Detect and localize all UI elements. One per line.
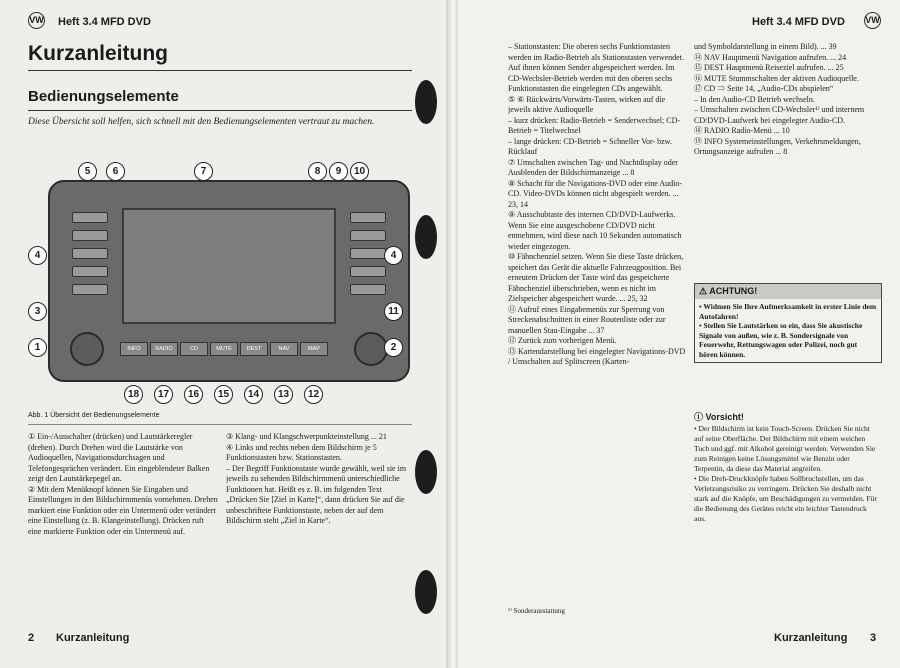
function-button [72,284,108,295]
function-button [350,266,386,277]
binding-hole [415,80,437,124]
callout: 17 [154,385,173,404]
callout: 11 [384,302,403,321]
caution-icon: ⓘ [694,412,706,422]
map-button-label: MAP [300,342,328,356]
page-title: Kurzanleitung [28,42,168,65]
warning-box [694,283,882,363]
left-page-number: 2 [28,632,35,644]
caution-text: • Der Bildschirm ist kein Touch-Screen. Drücken Sie nicht auf seine Oberfläche. Der Bildschirm mit einem weichen Tuch und ggf. mit Alkohol gereinigt werden. Verwenden Sie zum Reinigen keine Lösungsmittel wie Benzin oder Terpentin, da diese das Material angreifen. • Die Dreh-Druckknöpfe haben Sollbruchstellen, um das Verletzungsrisiko zu verringern. Drücken Sie deshalb nicht stark auf die Knöpfe, um Beschädigungen zu vermeiden. Für die Bedienung des Gerätes reicht ein leichter Tastendruck aus. [694,424,877,523]
callout: 2 [384,338,403,357]
warning-title [695,284,881,299]
menu-knob [354,332,388,366]
function-button [72,230,108,241]
footnote: ¹⁾ Sonderausstattung [508,607,565,615]
section-title: Bedienungselemente [28,88,179,105]
left-footer-title: Kurzanleitung [56,632,130,644]
function-button [350,230,386,241]
function-button [72,266,108,277]
callout: 3 [28,302,47,321]
binding-hole [415,215,437,259]
callout: 6 [106,162,125,181]
left-header: Heft 3.4 MFD DVD [58,16,151,28]
caution-title: Vorsicht! [705,412,744,422]
vw-logo-icon: VW [28,12,45,29]
binding-hole [415,450,437,494]
warning-text: • Widmen Sie Ihre Aufmerksamkeit in erster Linie dem Autofahren! • Stellen Sie Lautstärken so ein, dass Sie akustische Signale von außen, wie z. B. Sondersignale von Feuerwehr, Rettungswagen oder Polizei, noch gut hören können. [699,302,877,359]
mute-button-label: MUTE [210,342,238,356]
callout: 18 [124,385,143,404]
left-column-2: ③ Klang- und Klangschwerpunkteinstellung ... 21 ④ Links und rechts neben dem Bildschirm je 5 Funktionstasten bzw. Stationstasten. – Der Begriff Funktionstaste wurde gewählt, weil sie im jeweils zu sehenden Bildschirmmenü unterschiedliche Funktionen hat. Heißt es z. B. im folgenden Text „Drücken Sie [Ziel in Karte]“, dann drücken Sie auf die unbeschriftete Funktionstaste, neben der auf dem Bildschirm steht „Ziel in Karte“. [226,432,407,525]
caution-heading [694,410,744,423]
right-column-2: und Symboldarstellung in einem Bild). ... 39 ⑭ NAV Hauptmenü Navigation aufrufen. ... 24 ⑮ DEST Hauptmenü Reiseziel aufrufen. ... 25 ⑯ MUTE Stummschalten der aktiven Audioquelle. ⑰ CD ⇒ Seite 14, „Audio-CDs abspielen“ – In den Audio-CD Betrieb wechseln. – Umschalten zwischen CD-Wechsler¹⁾ und internem CD/DVD-Laufwerk bei eingelegter Audio-CD. ⑱ RADIO Radio-Menü ... 10 ⑲ INFO Systemeinstellungen, Verkehrsmeldungen, Ortungsanzeige aufrufen ... 8 [694,42,865,156]
book-spine [446,0,458,668]
callout: 16 [184,385,203,404]
callout: 12 [304,385,323,404]
callout: 9 [329,162,348,181]
vw-logo-icon: VW [864,12,881,29]
callout: 7 [194,162,213,181]
warning-triangle-icon: ⚠ [699,286,710,296]
callout: 5 [78,162,97,181]
radio-screen [122,208,336,324]
function-button [72,212,108,223]
warning-title-text: ACHTUNG! [709,286,758,296]
callout: 13 [274,385,293,404]
function-button [350,248,386,259]
info-button-label: INFO [120,342,148,356]
callout: 4 [384,246,403,265]
function-button [72,248,108,259]
volume-knob [70,332,104,366]
right-footer-title: Kurzanleitung [774,632,848,644]
nav-button-label: NAV [270,342,298,356]
radio-unit-illustration [48,180,410,382]
callout: 14 [244,385,263,404]
right-column-1: – Stationstasten: Die oberen sechs Funktionstasten werden im Radio-Betrieb als Stationstasten verwendet. Auf ihnen können Sender abgespeichert werden. Im CD-Wechsler-Betrieb werden mit den oberen sechs Funktionstasten die eingelegten CDs angewählt. ⑤ ⑥ Rückwärts/Vorwärts-Tasten, wirken auf die jeweils aktive Audioquelle – kurz drücken: Radio-Betrieb = Senderwechsel; CD-Betrieb = Titelwechsel – lange drücken: CD-Betrieb = Schneller Vor- bzw. Rücklauf ⑦ Umschalten zwischen Tag- und Nachtdisplay oder Ausblenden der Bildschirmanzeige ... 8 ⑧ Schacht für die Navigations-DVD oder eine Audio-CD. Video-DVDs können nicht abgespielt werden. ... 23, 14 ⑨ Ausschubtaste des internen CD/DVD-Laufwerks. Wenn Sie eine ausgeschobene CD/DVD nicht entnehmen, wird diese nach 10 Sekunden automatisch wieder eingezogen. ⑩ Fähnchenziel setzen. Wenn Sie diese Taste drücken, speichert das Gerät die aktuelle Fahrzeugposition. Bei erneutem Drücken der Taste wird das gespeicherte Fähnchenziel überschrieben, wenn es nicht im Zielspeicher abgespeichert wurde. ... 25, 32 ⑪ Aufruf eines Eingabemenüs zur Sperrung von Streckenabschnitten in einer Routenliste oder zur manuellen Stau-Eingabe ... 37 ⑫ Zurück zum vorherigen Menü. ⑬ Kartendarstellung bei eingelegter Navigations-DVD / Umschalten auf Splitscreen (Karten- [508,42,686,366]
function-button [350,284,386,295]
intro-text: Diese Übersicht soll helfen, sich schnell mit den Bedienungselementen vertraut zu machen. [28,117,375,127]
function-button [350,212,386,223]
dest-button-label: DEST [240,342,268,356]
right-header: Heft 3.4 MFD DVD [752,16,845,28]
radio-button-label: RADIO [150,342,178,356]
callout: 10 [350,162,369,181]
left-column-1: ① Ein-/Ausschalter (drücken) und Lautstärkeregler (drehen). Durch Drehen wird die Lautstärke von Audioquellen, Navigationsdurchsagen und Telefongesprächen verändert. Ein eingeblendeter Balken zeigt den Lautstärkepegel an. ② Mit dem Menüknopf können Sie Eingaben und Einstellungen in den Bildschirmmenüs vornehmen. Drehen markiert eine Funktion oder ein Untermenü oder verändert eine Einstellung (z. B. Klangeinstellung). Drücken ruft eine markierte Funktion oder ein Untermenü auf. [28,432,218,536]
figure-caption: Abb. 1 Übersicht der Bedienungselemente [28,412,160,419]
callout: 8 [308,162,327,181]
right-page-number: 3 [870,632,877,644]
callout: 1 [28,338,47,357]
cd-button-label: CD [180,342,208,356]
callout: 15 [214,385,233,404]
binding-hole [415,570,437,614]
callout: 4 [28,246,47,265]
